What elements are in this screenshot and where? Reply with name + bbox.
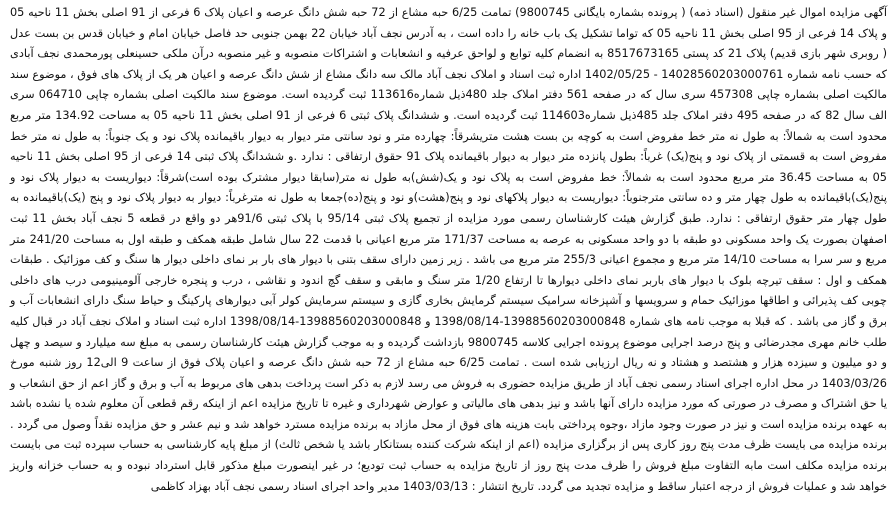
notice-body-text: آگهی مزایده اموال غیر منقول (اسناد ذمه) ( پرونده بشماره بایگانی 9800745) تمامت 6/25 حبه مشاع از 72 حبه شش دانگ عرصه و اعیان پلاک 6 فرعی از 91 اصلی بخش 11 ناحیه 05 و پلاک 14 فرعی از 95 اصلی بخش 11 ناحیه 05 که تواما تشکیل یک باب خانه را داده است ، به آدرس نجف آباد خیابان 22 بهمن جنوبی حد فاصل خیابان امام و خیابان قدس بن بست عدل ( روبری شهر بازی قدیم) پلاک 21 کد پستی 8517673165 به انضمام کلیه توابع و لواحق عرفیه و انشعابات و اشتراکات منصوبه و غیر منصوبه درآن ملکی حسینعلی پورمحمدی نجف آبادی که حسب نامه شماره 14028560203000761 - 1402/05/25 اداره ثبت اسناد و املاک نجف آباد مالک سه دانگ مشاع از شش دانگ عرصه و اعیان هر یک از پلاک های فوق ، موضوع سند مالکیت اصلی بشماره چاپی 457308 سری سال که در صفحه 561 دفتر املاک جلد 480ذیل شماره113616 ثبت گردیده است. موضوع سند مالکیت اصلی بشماره چاپی 064710 سری الف سال 82 که در صفحه 495 دفتر املاک جلد 485ذیل شماره114603 ثبت گردیده است. و ششدانگ پلاک ثبتی 6 فرعی از 91 اصلی بخش 11 ناحیه 05 به مساحت 134.92 متر مربع محدود است به شمالاً: به طول نه متر خط مفروض است به کوچه بن بست هشت متریشرقاً: چهارده متر و نود سانتی متر دیوار به دیوار باقیمانده پلاک نود و یک جنوباً: به طول نه متر خط مفروض است به قسمتی از پلاک نود و پنج(یک) غرباً: بطول پانزده متر دیوار به دیوار باقیمانده پلاک 91 حقوق ارتفاقی : ندارد .و ششدانگ پلاک ثبتی 14 فرعی از 95 اصلی بخش 11 ناحیه 05 به مساحت 36.45 متر مربع محدود است به شمالاً: خط مفروض است به پلاک نود و یک(شش)به طول نه متر(سابقا دیوار مشترک بوده است)شرقاً: دیواریست به دیوار پلاک نود و پنج(یک)باقیمانده به طول چهار متر و ده سانتی مترجنوباً: دیواریست به دیوار پلاکهای نود و پنج(هشت)و نود و پنج(ده)جمعا به طول نه مترغرباً: دیوار به دیوار پلاک نود و پنج (یک)باقیمانده به طول چهار متر حقوق ارتفاقی : ندارد. طبق گزارش هیئت کارشناسان رسمی مورد مزایده از تجمیع پلاک ثبتی 95/14 با پلاک ثبتی 91/6هر دو واقع در قطعه 5 نجف آباد بخش 11 ثبت اصفهان بصورت یک واحد مسکونی دو طبقه با دو واحد مسکونی به عرصه به مساحت 171/37 متر مربع اعیانی با قدمت 22 سال شامل طبقه همکف و طبقه اول به مساحت 241/20 متر مربع و سر سرا به مساحت 14/10 متر مربع و مجموع اعیانی 255/3 متر مربع می باشد . زیر زمین دارای سقف بتنی با دیوار های بار بر نمای داخلی دیوار ها سنگ و کف موزائیک . طبقات همکف و اول : سقف تیرچه بلوک با دیوار های باربر نمای داخلی دیوارها تا ارتفاع 1/20 متر سنگ و مابقی و سقف گچ اندود و نقاشی ، درب و پنجره خارجی آلومینیومی درب های داخلی چوبی کف پذیرائی و اطاقها موزائیک حمام و سرویسها و آشپزخانه سرامیک سیستم گرمایش بخاری گازی و سیستم سرمایش کولر آبی دیوارهای پارکینگ و حیاط سنگ دارای انشعابات آب و برق و گاز می باشد . که قبلا به موجب نامه های شماره 13988560203000848-1398/08/14 و 13988560203000848-1398/08/14 اداره ثبت اسناد و املاک نجف آباد در قبال کلیه طلب خانم مهری مجدرضائی و پنج درصد اجرایی موضوع پرونده اجرایی کلاسه 9800745 بازداشت گردیده و به موجب گزارش هیئت کارشناسان رسمی به مبلغ سه میلیارد و سیصد و چهل و دو میلیون و سیزده هزار و هشتصد و هشتاد و نه ریال ارزیابی شده است . تمامت 6/25 حبه مشاع از 72 حبه شش دانگ عرصه و اعیان پلاک فوق از ساعت 9 الی12 روز شنبه مورخ 1403/03/26 در محل اداره اجرای اسناد رسمی نجف آباد از طریق مزایده حضوری به فروش می رسد لازم به ذکر است پرداخت بدهی های مربوط به آب و برق و گاز اعم از حق انشعاب و یا حق اشتراک و مصرف در صورتی که مورد مزایده دارای آنها باشد و نیز بدهی های مالیاتی و عوارض شهرداری و غیره تا تاریخ مزایده اعم از اینکه رقم قطعی آن معلوم شده یا نشده باشد به عهده برنده مزایده است و نیز در صورت وجود مازاد ،وجوه پرداختی بابت هزینه های فوق از محل مازاد به برنده مزایده مسترد خواهد شد و نیم عشر و حق مزایده نقداً وصول می گردد . برنده مزایده می بایست ظرف مدت پنج روز کاری پس از برگزاری مزایده (اعم از اینکه شرکت کننده بستانکار باشد یا شخص ثالث) از مبلغ پایه کارشناسی به حساب سپرده ثبت می بایست برنده مزایده مکلف است مابه التفاوت مبلغ فروش را ظرف مدت پنج روز از تاریخ مزایده به حساب ثبت تودیع؛ در غیر اینصورت مبلغ مذکور قابل استرداد نبوده و به حساب خزانه واریز خواهد شد و عملیات فروش از درجه اعتبار ساقط و مزایده تجدید می گردد. تاریخ انتشار : 1403/03/13 مدیر واحد اجرای اسناد رسمی نجف آباد بهزاد کاظمی <box>10 6 888 493</box>
